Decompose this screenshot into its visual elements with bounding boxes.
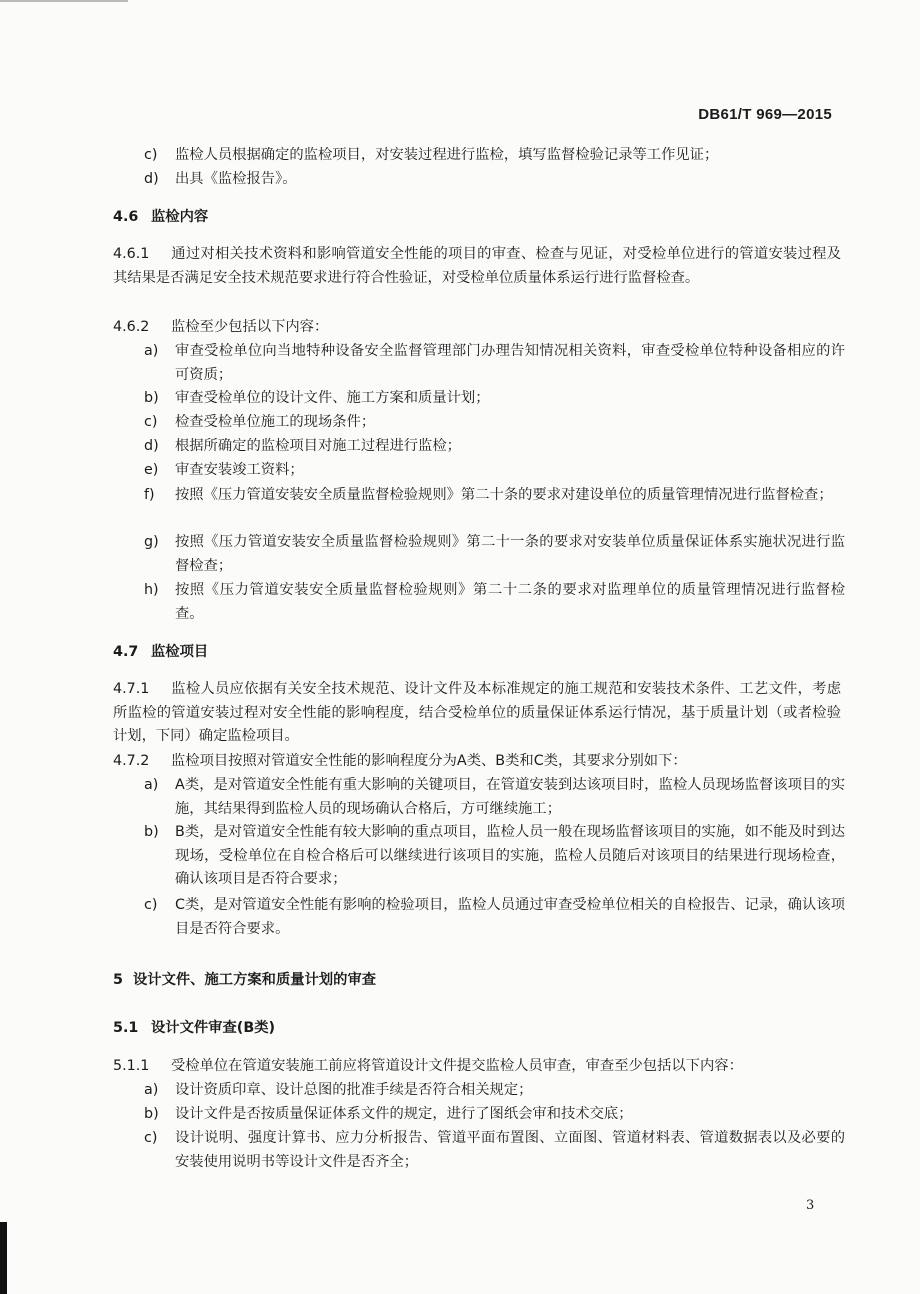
list-label: f)	[144, 487, 155, 503]
list-label: a)	[144, 1082, 159, 1098]
list-item: 按照《压力管道安装安全质量监督检验规则》第二十条的要求对建设单位的质量管理情况进行监督检查；	[175, 487, 833, 503]
list-label: c)	[144, 147, 158, 163]
chapter-number: 5	[113, 972, 123, 988]
list-label: c)	[144, 414, 158, 430]
list-label: d)	[144, 171, 159, 187]
clause-number: 4.6.2	[113, 319, 150, 335]
list-item: 出具《监检报告》。	[175, 171, 297, 187]
list-item: C类，是对管道安全性能有影响的检验项目，监检人员通过审查受检单位相关的自检报告、记录，确认该项目是否符合要求。	[175, 897, 845, 937]
document-id-header: DB61/T 969—2015	[698, 106, 832, 123]
list-item: 按照《压力管道安装安全质量监督检验规则》第二十二条的要求对监理单位的质量管理情况进行监督检查。	[175, 582, 845, 622]
list-item: 监检人员根据确定的监检项目，对安装过程进行监检，填写监督检验记录等工作见证；	[175, 147, 719, 163]
list-item: 设计资质印章、设计总图的批准手续是否符合相关规定；	[175, 1082, 533, 1098]
list-item: 检查受检单位施工的现场条件；	[175, 414, 376, 430]
list-item: 按照《压力管道安装安全质量监督检验规则》第二十一条的要求对安装单位质量保证体系实施状况进行监督检查；	[175, 534, 845, 574]
list-label: g)	[144, 534, 159, 550]
chapter-heading-5	[113, 969, 376, 993]
list-label: b)	[144, 1106, 159, 1122]
section-title: 监检项目	[151, 644, 209, 660]
clause-text: 受检单位在管道安装施工前应将管道设计文件提交监检人员审查，审查至少包括以下内容：	[171, 1058, 743, 1074]
list-item: A类，是对管道安全性能有重大影响的关键项目，在管道安装到达该项目时，监检人员现场监督该项目的实施，其结果得到监检人员的现场确认合格后，方可继续施工；	[175, 777, 845, 817]
list-item: 审查受检单位向当地特种设备安全监督管理部门办理告知情况相关资料，审查受检单位特种设备相应的许可资质；	[175, 343, 845, 383]
clause-number: 4.7.2	[113, 753, 150, 769]
list-label: b)	[144, 824, 159, 840]
list-label: c)	[144, 897, 158, 913]
clause-text: 监检项目按照对管道安全性能的影响程度分为A类、B类和C类，其要求分别如下：	[171, 753, 687, 769]
list-label: a)	[144, 343, 159, 359]
list-label: d)	[144, 438, 159, 454]
list-item: 设计说明、强度计算书、应力分析报告、管道平面布置图、立面图、管道材料表、管道数据表以及必要的安装使用说明书等设计文件是否齐全；	[175, 1130, 845, 1170]
list-label: b)	[144, 390, 159, 406]
list-label: e)	[144, 462, 159, 478]
clause-number: 4.6.1	[113, 246, 150, 262]
list-label: c)	[144, 1130, 158, 1146]
list-item: 审查受检单位的设计文件、施工方案和质量计划；	[175, 390, 490, 406]
list-item: 根据所确定的监检项目对施工过程进行监检；	[175, 438, 461, 454]
clause-number: 5.1.1	[113, 1058, 150, 1074]
list-item: 设计文件是否按质量保证体系文件的规定，进行了图纸会审和技术交底；	[175, 1106, 633, 1122]
list-label: a)	[144, 777, 159, 793]
chapter-title: 设计文件、施工方案和质量计划的审查	[133, 972, 377, 988]
list-label: h)	[144, 582, 159, 598]
clause-number: 4.7.1	[113, 681, 150, 697]
section-number: 5.1	[113, 1020, 139, 1036]
section-number: 4.7	[113, 644, 139, 660]
clause-text: 通过对相关技术资料和影响管道安全性能的项目的审查、检查与见证，对受检单位进行的管道安装过程及其结果是否满足安全技术规范要求进行符合性验证，对受检单位质量体系运行进行监督检查。	[113, 246, 841, 286]
paragraph-4-7-1	[113, 678, 841, 749]
section-heading-4-6	[113, 206, 208, 230]
paragraph-4-7-2	[113, 750, 687, 774]
page-number: 3	[806, 1198, 815, 1213]
paragraph-5-1-1	[113, 1055, 743, 1079]
paragraph-4-6-2	[113, 316, 328, 340]
section-heading-5-1	[113, 1017, 275, 1041]
section-heading-4-7	[113, 641, 208, 665]
scan-edge-line	[0, 0, 128, 2]
section-number: 4.6	[113, 209, 139, 225]
section-title: 设计文件审查(B类)	[151, 1020, 276, 1036]
section-title: 监检内容	[151, 209, 209, 225]
list-item: B类，是对管道安全性能有较大影响的重点项目，监检人员一般在现场监督该项目的实施，如不能及时到达现场，受检单位在自检合格后可以继续进行该项目的实施，监检人员随后对该项目的结果进行现场检查，确认该项目是否符合要求；	[175, 824, 845, 887]
paragraph-4-6-1	[113, 243, 841, 290]
scan-binding-edge	[0, 1222, 7, 1294]
clause-text: 监检至少包括以下内容：	[171, 319, 329, 335]
list-item: 审查安装竣工资料；	[175, 462, 304, 478]
clause-text: 监检人员应依据有关安全技术规范、设计文件及本标准规定的施工规范和安装技术条件、工艺文件，考虑所监检的管道安装过程对安全性能的影响程度，结合受检单位的质量保证体系运行情况，基于质量计划（或者检验计划，下同）确定监检项目。	[113, 681, 841, 744]
